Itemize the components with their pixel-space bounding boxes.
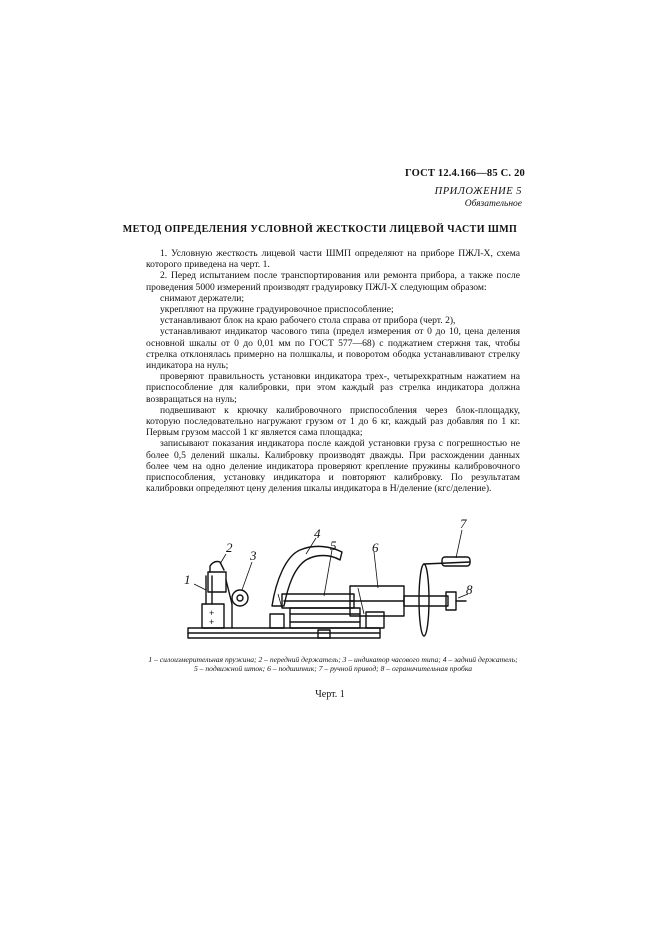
paragraph: 1. Условную жесткость лицевой части ШМП определяют на приборе ПЖЛ-X, схема которого приведена на черт. 1. — [146, 248, 520, 271]
paragraph: записывают показания индикатора после каждой установки груза с погрешностью не более 0,5 делений шкалы. Калибровку производят дважды. При расхождении данных более чем на одно деление индикатора проверяют крепление пружины калибровочного приспособления, установку индикатора и повторяют калибровку. По результатам калибровки определяют цену деления шкалы индикатора в Н/деление (кгс/деление). — [146, 438, 520, 495]
label-4: 4 — [314, 526, 321, 541]
paragraph: 2. Перед испытанием после транспортирования или ремонта прибора, а также после проведения 5000 измерений производят градуировку ПЖЛ-X следующим образом: — [146, 270, 520, 293]
appendix-label: ПРИЛОЖЕНИЕ 5 — [434, 186, 522, 197]
paragraph: устанавливают индикатор часового типа (предел измерения от 0 до 10, цена деления основной шкалы от 0 до 0,01 мм по ГОСТ 577—68) с поджатием стержня так, чтобы стрелка отклонялась примерно на полшкалы, и поворотом ободка устанавливают стрелку индикатора на нуль; — [146, 326, 520, 372]
front-holder — [208, 572, 226, 592]
dial-indicator — [232, 590, 248, 606]
appendix-block — [380, 186, 522, 210]
label-8: 8 — [466, 582, 473, 597]
document-reference: ГОСТ 12.4.166—85 С. 20 — [404, 168, 525, 179]
hand-wheel — [419, 564, 429, 636]
paragraph: проверяют правильность установки индикатора трех-, четырехкратным нажатием на приспособление для калибровки, при этом каждый раз стрелка индикатора должна возвращаться на нуль; — [146, 371, 520, 405]
section-title: МЕТОД ОПРЕДЕЛЕНИЯ УСЛОВНОЙ ЖЕСТКОСТИ ЛИЦЕВОЙ ЧАСТИ ШМП — [122, 224, 518, 235]
figure-caption: 1 – силоизмерительная пружина; 2 – передний держатель; 3 – индикатор часового типа; 4 – задний держатель; 5 – подвижной шток; 6 – подшипник; 7 – ручной привод; 8 – ограничительная пробка — [148, 655, 518, 674]
shaft — [404, 596, 448, 606]
apparatus-drawing — [180, 510, 480, 652]
holder-clamp — [210, 562, 224, 573]
plus-sign: + — [209, 617, 215, 627]
label-7: 7 — [460, 516, 467, 531]
paragraph: снимают держатели; — [160, 292, 245, 304]
label-5: 5 — [330, 538, 337, 553]
plus-sign: + — [209, 608, 215, 618]
figure-title: Черт. 1 — [315, 689, 345, 700]
paragraph: подвешивают к крючку калибровочного приспособления через блок-площадку, которую последовательно нагружают грузом от 1 до 6 кг, каждый раз добавляя по 1 кг. Первым грузом массой 1 кг является сама площадка; — [146, 404, 520, 439]
label-6: 6 — [372, 540, 379, 555]
label-1: 1 — [184, 572, 191, 587]
appendix-status: Обязательное — [464, 199, 522, 209]
label-2: 2 — [226, 540, 233, 555]
label-3: 3 — [250, 548, 257, 563]
paragraph: укрепляют на пружине градуировочное приспособление; — [160, 304, 394, 316]
body-text — [146, 248, 520, 494]
paragraph: устанавливают блок на краю рабочего стола справа от прибора (черт. 2), — [160, 315, 456, 327]
